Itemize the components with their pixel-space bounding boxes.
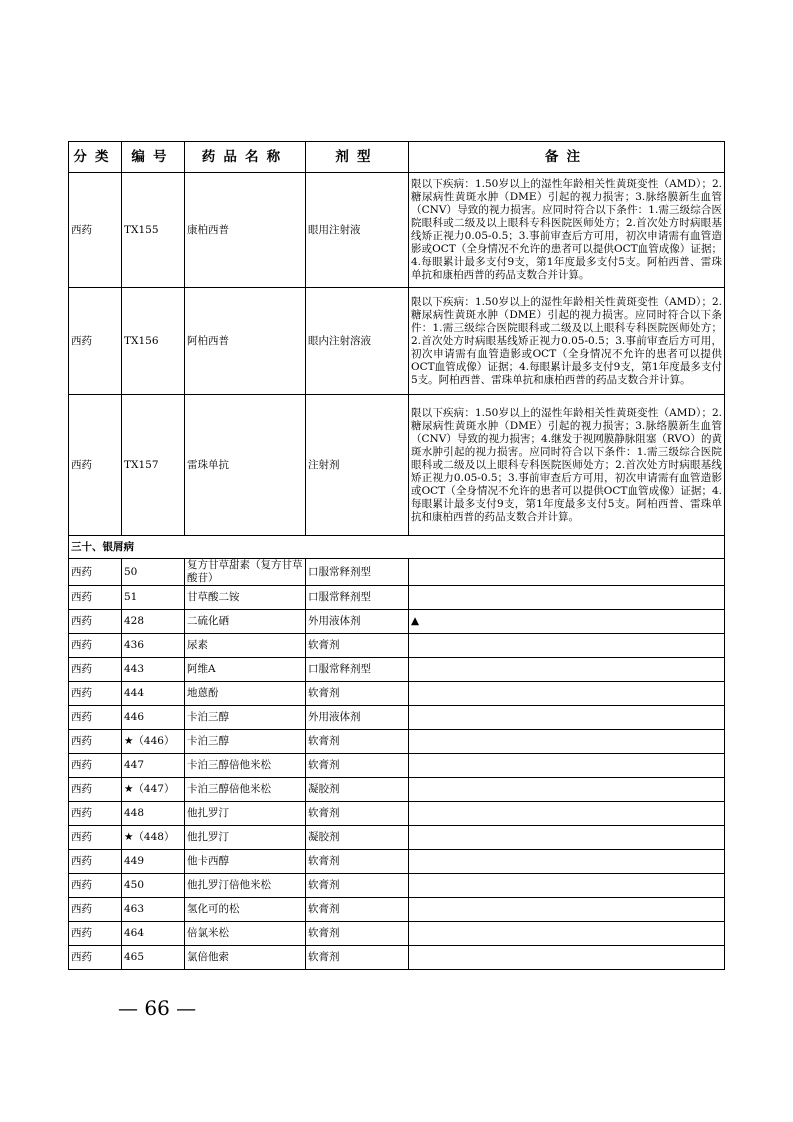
cell-code: 448 [122,802,185,826]
cell-remarks [409,658,725,682]
header-remarks: 备注 [409,142,725,173]
cell-drug-name: 卡泊三醇倍他米松 [185,778,306,802]
cell-drug-name: 卡泊三醇 [185,730,306,754]
cell-code: 463 [122,898,185,922]
cell-drug-name: 尿素 [185,634,306,658]
cell-drug-name: 卡泊三醇 [185,706,306,730]
cell-dosage-form: 注射剂 [306,395,409,536]
table-row [69,658,725,682]
page-number: — 66 — [118,996,197,1020]
cell-remarks [409,559,725,586]
table-row [69,706,725,730]
cell-category: 西药 [69,682,122,706]
table-row [69,610,725,634]
cell-remarks: 限以下疾病：1.50岁以上的湿性年龄相关性黄斑变性（AMD）；2.糖尿病性黄斑水肿（DME）引起的视力损害；3.脉络膜新生血管（CNV）导致的视力损害。应同时符合以下条件：1.需三级综合医院眼科或二级及以上眼科专科医院医师处方；2.首次处方时病眼基线矫正视力0.05-0.5；3.事前审查后方可用，初次申请需有血管造影或OCT（全身情况不允许的患者可以提供OCT血管成像）证据；4.每眼累计最多支付9支，第1年度最多支付5支。阿柏西普、雷珠单抗和康柏西普的药品支数合并计算。 [409,173,725,288]
header-dosage-form: 剂型 [306,142,409,173]
cell-category: 西药 [69,802,122,826]
header-drug-name: 药品名称 [185,142,306,173]
cell-code: 428 [122,610,185,634]
cell-remarks: 限以下疾病：1.50岁以上的湿性年龄相关性黄斑变性（AMD）；2.糖尿病性黄斑水肿（DME）引起的视力损害。应同时符合以下条件：1.需三级综合医院眼科或二级及以上眼科专科医院医师处方；2.首次处方时病眼基线矫正视力0.05-0.5；3.事前审查后方可用，初次申请需有血管造影或OCT（全身情况不允许的患者可以提供OCT血管成像）证据；4.每眼累计最多支付9支，第1年度最多支付5支。阿柏西普、雷珠单抗和康柏西普的药品支数合并计算。 [409,288,725,395]
cell-dosage-form: 软膏剂 [306,634,409,658]
cell-drug-name: 二硫化硒 [185,610,306,634]
cell-code: 464 [122,922,185,946]
cell-code: 449 [122,850,185,874]
cell-drug-name: 他卡西醇 [185,850,306,874]
cell-drug-name: 他扎罗汀 [185,802,306,826]
cell-dosage-form: 外用液体剂 [306,706,409,730]
cell-remarks [409,826,725,850]
table-row [69,778,725,802]
cell-code: 450 [122,874,185,898]
table-row [69,586,725,610]
cell-dosage-form: 软膏剂 [306,922,409,946]
table-row [69,395,725,536]
table-row [69,634,725,658]
cell-category: 西药 [69,559,122,586]
table-row [69,288,725,395]
cell-code: ★（447） [122,778,185,802]
cell-code: 447 [122,754,185,778]
table-row [69,802,725,826]
drug-table [68,141,725,970]
cell-dosage-form: 软膏剂 [306,946,409,970]
table-row [69,826,725,850]
cell-code: 436 [122,634,185,658]
cell-drug-name: 康柏西普 [185,173,306,288]
cell-drug-name: 阿维A [185,658,306,682]
cell-category: 西药 [69,850,122,874]
cell-category: 西药 [69,658,122,682]
table-header-row [69,142,725,173]
cell-dosage-form: 凝胶剂 [306,778,409,802]
cell-drug-name: 阿柏西普 [185,288,306,395]
table-row [69,730,725,754]
cell-category: 西药 [69,730,122,754]
section-title: 三十、银屑病 [69,536,725,559]
cell-category: 西药 [69,922,122,946]
cell-drug-name: 雷珠单抗 [185,395,306,536]
cell-remarks [409,586,725,610]
cell-dosage-form: 外用液体剂 [306,610,409,634]
cell-code: 443 [122,658,185,682]
table-row [69,946,725,970]
cell-drug-name: 甘草酸二铵 [185,586,306,610]
cell-remarks [409,778,725,802]
cell-remarks [409,802,725,826]
cell-dosage-form: 软膏剂 [306,754,409,778]
cell-dosage-form: 软膏剂 [306,850,409,874]
cell-drug-name: 卡泊三醇倍他米松 [185,754,306,778]
cell-code: 50 [122,559,185,586]
cell-category: 西药 [69,634,122,658]
cell-drug-name: 氯倍他索 [185,946,306,970]
table-row [69,922,725,946]
cell-dosage-form: 口服常释剂型 [306,559,409,586]
table-row [69,173,725,288]
cell-drug-name: 复方甘草甜素（复方甘草酸苷） [185,559,306,586]
cell-remarks: 限以下疾病：1.50岁以上的湿性年龄相关性黄斑变性（AMD）；2.糖尿病性黄斑水肿（DME）引起的视力损害；3.脉络膜新生血管（CNV）导致的视力损害；4.继发于视网膜静脉阻塞（RVO）的黄斑水肿引起的视力损害。应同时符合以下条件：1.需三级综合医院眼科或二级及以上眼科专科医院医师处方；2.首次处方时病眼基线矫正视力0.05-0.5；3.事前审查后方可用，初次申请需有血管造影或OCT（全身情况不允许的患者可以提供OCT血管成像）证据；4.每眼累计最多支付9支，第1年度最多支付5支。阿柏西普、雷珠单抗和康柏西普的药品支数合并计算。 [409,395,725,536]
cell-code: ★（446） [122,730,185,754]
cell-category: 西药 [69,754,122,778]
cell-remarks [409,946,725,970]
cell-code: TX155 [122,173,185,288]
cell-drug-name: 他扎罗汀 [185,826,306,850]
cell-code: 446 [122,706,185,730]
header-code: 编号 [122,142,185,173]
table-row [69,850,725,874]
cell-dosage-form: 凝胶剂 [306,826,409,850]
cell-dosage-form: 眼内注射溶液 [306,288,409,395]
cell-category: 西药 [69,898,122,922]
cell-dosage-form: 软膏剂 [306,874,409,898]
cell-code: TX156 [122,288,185,395]
cell-dosage-form: 软膏剂 [306,730,409,754]
cell-remarks [409,706,725,730]
cell-remarks [409,634,725,658]
cell-category: 西药 [69,826,122,850]
table-row [69,874,725,898]
section-row [69,536,725,559]
cell-drug-name: 地蒽酚 [185,682,306,706]
table-row [69,682,725,706]
cell-code: TX157 [122,395,185,536]
cell-remarks [409,898,725,922]
table-row [69,898,725,922]
cell-code: ★（448） [122,826,185,850]
cell-dosage-form: 眼用注射液 [306,173,409,288]
cell-remarks [409,682,725,706]
cell-dosage-form: 口服常释剂型 [306,586,409,610]
cell-category: 西药 [69,874,122,898]
cell-dosage-form: 口服常释剂型 [306,658,409,682]
cell-category: 西药 [69,610,122,634]
cell-dosage-form: 软膏剂 [306,898,409,922]
cell-category: 西药 [69,173,122,288]
cell-drug-name: 氢化可的松 [185,898,306,922]
cell-drug-name: 他扎罗汀倍他米松 [185,874,306,898]
cell-code: 444 [122,682,185,706]
cell-category: 西药 [69,586,122,610]
cell-remarks [409,850,725,874]
cell-remarks [409,754,725,778]
cell-code: 465 [122,946,185,970]
header-category: 分类 [69,142,122,173]
item-rows [69,559,725,970]
cell-category: 西药 [69,395,122,536]
table-row [69,754,725,778]
cell-remarks [409,730,725,754]
cell-drug-name: 倍氯米松 [185,922,306,946]
cell-category: 西药 [69,946,122,970]
cell-code: 51 [122,586,185,610]
cell-category: 西药 [69,778,122,802]
cell-remarks [409,874,725,898]
cell-dosage-form: 软膏剂 [306,802,409,826]
cell-remarks [409,922,725,946]
cell-remarks: ▲ [409,610,725,634]
table-row [69,559,725,586]
cell-category: 西药 [69,288,122,395]
cell-dosage-form: 软膏剂 [306,682,409,706]
cell-category: 西药 [69,706,122,730]
